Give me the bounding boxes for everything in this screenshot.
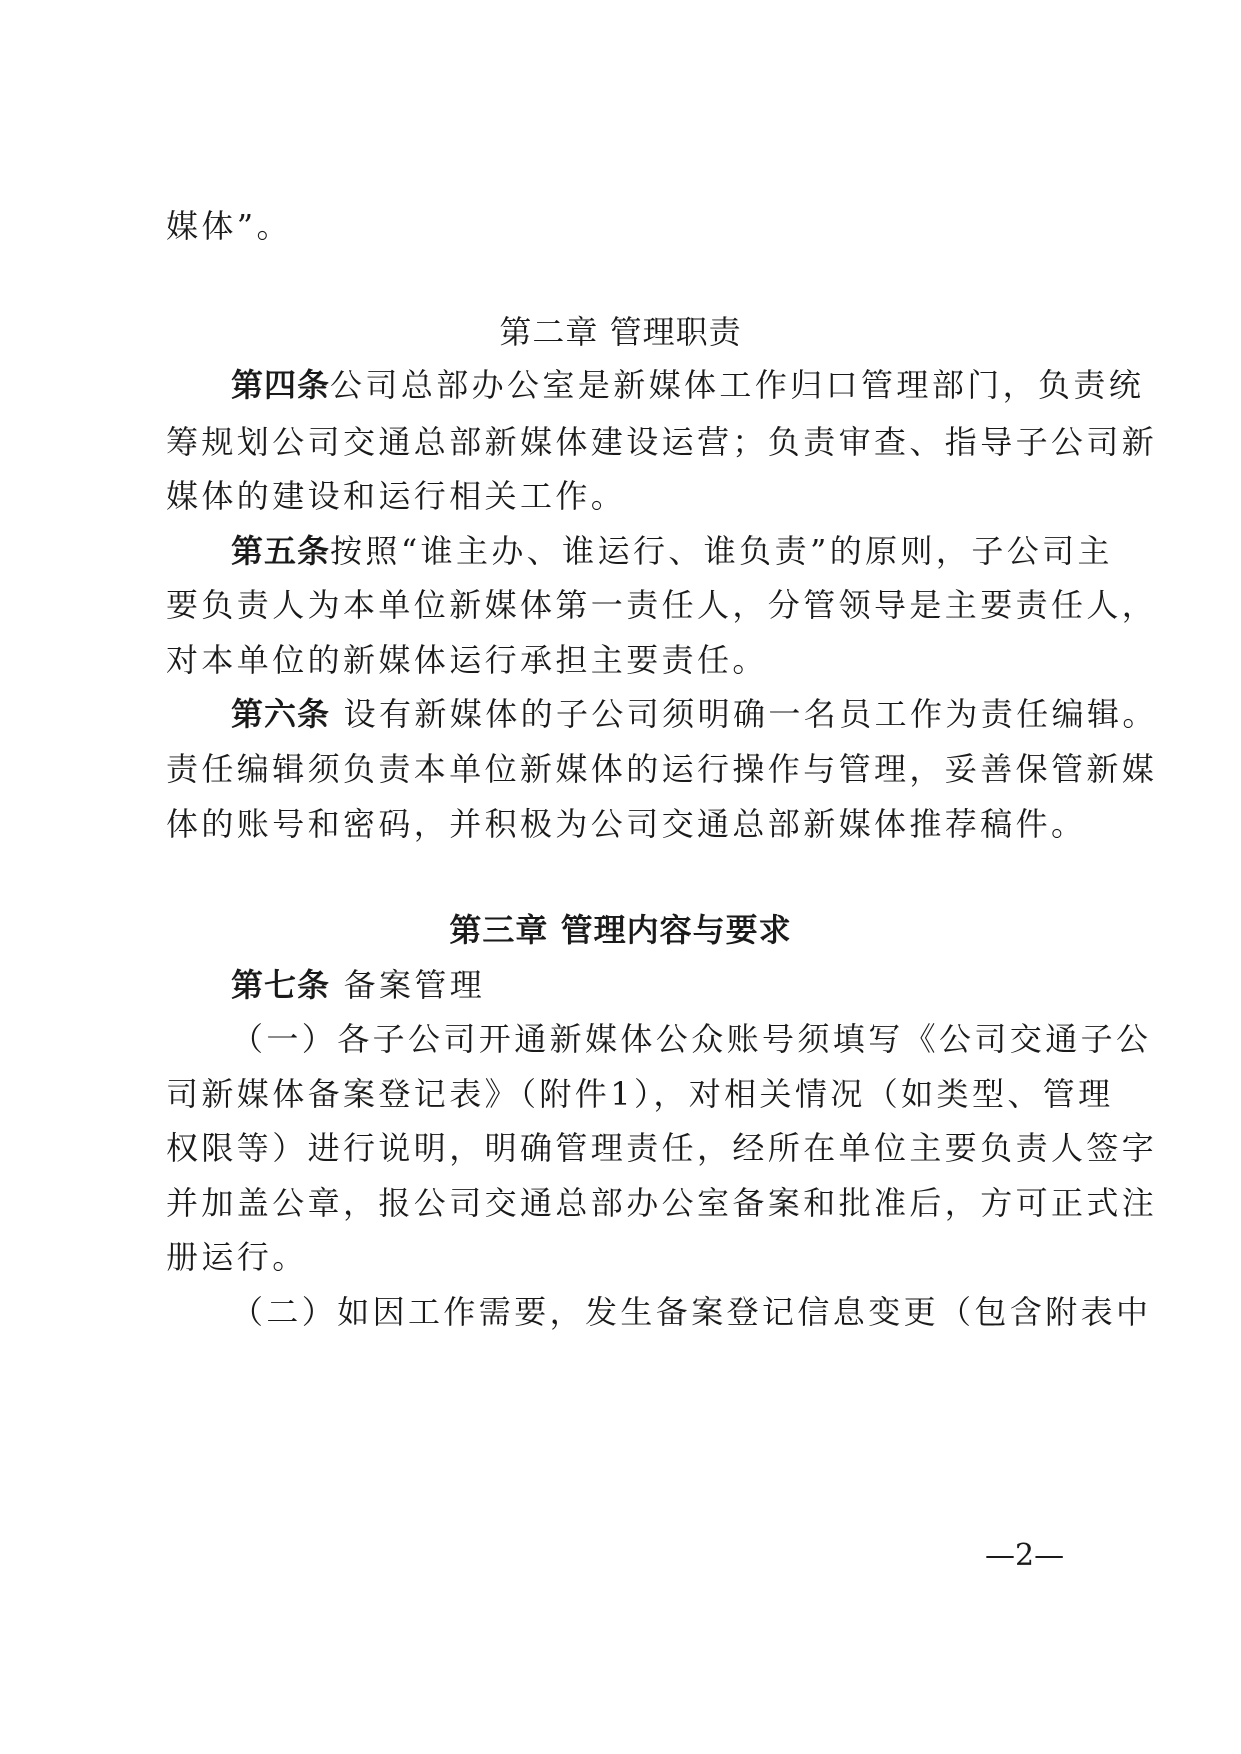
article-7-line [231,965,1086,1005]
article-text: 备案管理 [330,966,486,1004]
paragraph-line: 体的账号和密码，并积极为公司交通总部新媒体推荐稿件。 [166,805,1087,843]
paragraph-line: 对本单位的新媒体运行承担主要责任。 [166,641,768,679]
paragraph-line: （一）各子公司开通新媒体公众账号须填写《公司交通子公 [231,1020,1152,1058]
article-label: 第六条 [231,695,331,733]
paragraph-line: 并加盖公章，报公司交通总部办公室备案和批准后，方可正式注 [166,1184,1158,1222]
paragraph-line: （二）如因工作需要，发生备案登记信息变更（包含附表中 [231,1293,1152,1331]
article-6-line [231,694,1158,734]
article-label: 第四条 [231,366,331,404]
article-text: 设有新媒体的子公司须明确一名员工作为责任编辑。 [330,695,1158,733]
paragraph-line: 要负责人为本单位新媒体第一责任人，分管领导是主要责任人， [166,586,1158,624]
paragraph-line: 媒体”。 [166,207,292,245]
paragraph-line: 司新媒体备案登记表》（附件1），对相关情况（如类型、管理 [166,1075,1114,1113]
article-text: 按照“谁主办、谁运行、谁负责”的原则，子公司主 [330,532,1113,570]
article-4-line [231,365,1145,405]
article-5-line [231,531,1113,571]
paragraph-line: 筹规划公司交通总部新媒体建设运营；负责审查、指导子公司新 [166,423,1158,461]
paragraph-line: 权限等）进行说明，明确管理责任，经所在单位主要负责人签字 [166,1129,1158,1167]
page-number: —2— [985,1538,1065,1573]
paragraph-line: 媒体的建设和运行相关工作。 [166,477,627,515]
chapter-heading: 第二章 管理职责 [499,313,742,351]
article-label: 第七条 [231,966,331,1004]
article-text: 公司总部办公室是新媒体工作归口管理部门，负责统 [330,366,1145,404]
article-label: 第五条 [231,532,331,570]
paragraph-line: 册运行。 [166,1238,308,1276]
paragraph-line: 责任编辑须负责本单位新媒体的运行操作与管理，妥善保管新媒 [166,750,1158,788]
chapter-heading: 第三章 管理内容与要求 [449,911,792,949]
